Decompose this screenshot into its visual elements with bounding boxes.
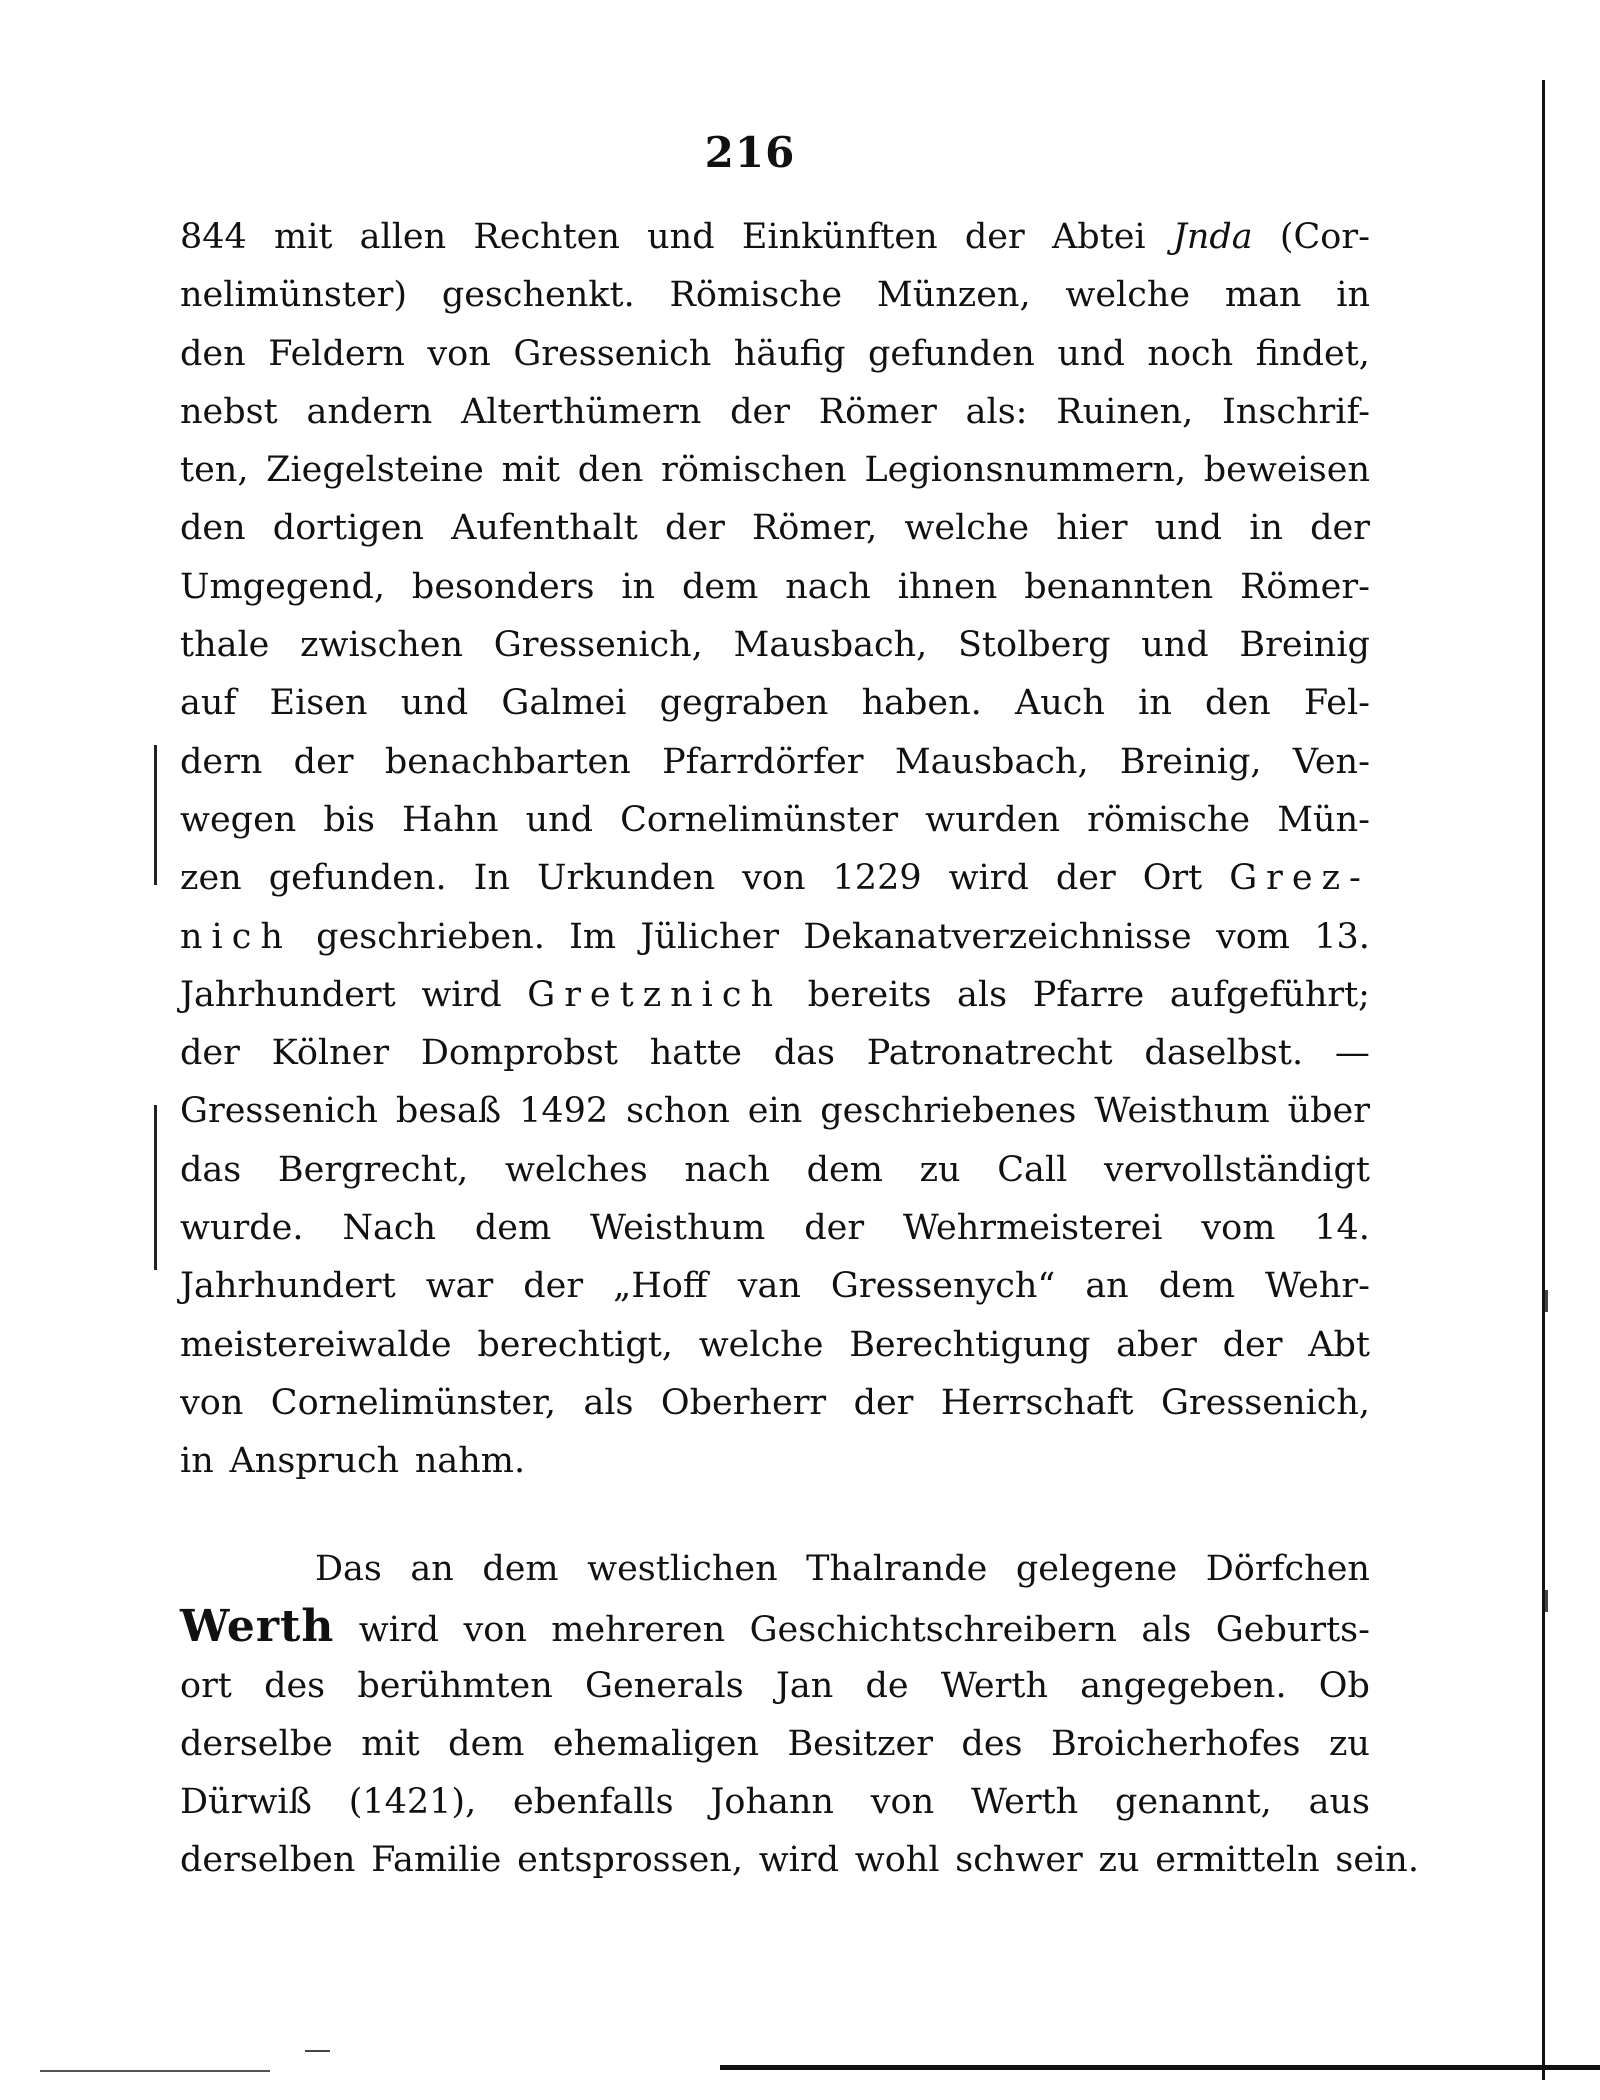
text-line	[180, 966, 1370, 1024]
word: gefunden	[868, 333, 1035, 374]
word: Dörfchen	[1205, 1549, 1370, 1589]
word: Familie	[371, 1840, 502, 1881]
word: Bergrecht,	[277, 1149, 469, 1190]
word: den	[180, 333, 246, 374]
word: in	[1138, 683, 1172, 724]
word: welche	[1065, 275, 1191, 316]
text-line	[180, 1141, 1370, 1199]
word: haben.	[861, 683, 982, 724]
word: ein	[747, 1091, 803, 1132]
word: welche	[698, 1324, 824, 1365]
margin-mark-left-2	[154, 1105, 157, 1270]
word: de	[865, 1665, 909, 1706]
word: Mün-	[1277, 799, 1370, 840]
word: aufgeführt;	[1169, 974, 1370, 1015]
word: Gressenich	[513, 333, 712, 374]
word: als	[1141, 1610, 1192, 1651]
word: bis	[323, 799, 375, 840]
word: war	[425, 1266, 494, 1307]
word: Pfarrdörfer	[662, 741, 864, 782]
word: geschrieben.	[316, 916, 545, 957]
word: Werth	[940, 1665, 1048, 1706]
word: aus	[1308, 1782, 1370, 1823]
word: Römische	[669, 275, 843, 316]
word: derselben	[180, 1840, 356, 1881]
text-line	[180, 1831, 1419, 1889]
word: zu	[1098, 1840, 1140, 1881]
word: Auch	[1014, 683, 1105, 724]
word: besonders	[411, 566, 595, 607]
word: Johann	[710, 1782, 834, 1823]
word: das	[180, 1149, 242, 1190]
word: der	[804, 1208, 865, 1249]
word: Patronatrecht	[866, 1033, 1113, 1074]
word: welche	[904, 508, 1030, 549]
word: Ort	[1142, 858, 1203, 899]
word: als:	[965, 391, 1028, 432]
word: und	[525, 799, 594, 840]
word: der	[1222, 1324, 1283, 1365]
bottom-edge-line	[720, 2065, 1600, 2070]
word: wurde.	[180, 1208, 304, 1249]
word: des	[264, 1665, 326, 1706]
word: zwischen	[300, 625, 464, 666]
text-line	[180, 208, 1370, 266]
word: wegen	[180, 799, 297, 840]
word: des	[961, 1723, 1023, 1764]
word: den	[180, 508, 246, 549]
speck	[305, 2050, 330, 2052]
word: Gressenych“	[830, 1266, 1056, 1307]
word: auf	[180, 683, 237, 724]
word: —	[1334, 1033, 1370, 1074]
word: mit	[361, 1723, 420, 1764]
word: in	[1249, 508, 1283, 549]
text-line	[180, 616, 1370, 674]
text-line	[180, 674, 1370, 732]
word: der	[853, 1382, 914, 1423]
word: dem	[682, 566, 759, 607]
word: genannt,	[1114, 1782, 1272, 1823]
word: Breinig,	[1119, 741, 1262, 782]
word: römischen	[661, 450, 847, 491]
word: dem	[482, 1549, 559, 1589]
word: Weisthum	[590, 1208, 766, 1249]
word: der	[964, 217, 1025, 257]
word: Jülicher	[640, 916, 779, 957]
word: gelegene	[1015, 1549, 1178, 1589]
word: Dürwiß	[180, 1782, 312, 1823]
word: geschenkt.	[441, 275, 635, 316]
word: dem	[448, 1723, 525, 1764]
word: bereits	[807, 974, 932, 1015]
word: westlichen	[587, 1549, 778, 1589]
word: von	[463, 1610, 527, 1651]
word: Umgegend,	[180, 566, 385, 607]
word: daselbst.	[1144, 1033, 1304, 1074]
word: Gressenich	[180, 1091, 378, 1132]
word: ebenfalls	[513, 1782, 674, 1823]
word: und	[1141, 625, 1209, 666]
word: von	[742, 858, 806, 899]
word: Urkunden	[536, 858, 716, 899]
word: Werth	[970, 1782, 1079, 1823]
word: Domprobst	[420, 1033, 618, 1074]
word: In	[473, 858, 510, 899]
word: beweisen	[1203, 450, 1370, 491]
word: welches	[504, 1149, 648, 1190]
word: mit	[501, 450, 561, 491]
word: Eisen	[269, 683, 368, 724]
word: Römer	[818, 391, 937, 432]
word: Gressenich,	[493, 625, 703, 666]
word: gefunden.	[268, 858, 447, 899]
right-edge-line	[1542, 80, 1545, 2080]
word: häufig	[733, 333, 846, 374]
word: mit	[274, 217, 333, 257]
text-line	[180, 1773, 1370, 1831]
text-line	[180, 499, 1370, 557]
word: von	[180, 1382, 244, 1423]
bottom-left-line	[40, 2070, 270, 2072]
word: und	[647, 217, 715, 257]
paragraph-1	[180, 208, 1370, 1491]
text-line	[180, 1199, 1370, 1257]
word: wurden	[925, 799, 1061, 840]
word: von	[427, 333, 491, 374]
word: Thalrande	[806, 1549, 988, 1589]
word: Ruinen,	[1056, 391, 1194, 432]
word: Ven-	[1292, 741, 1370, 782]
word: Jahrhundert	[180, 1266, 396, 1307]
word: Stolberg	[957, 625, 1111, 666]
word: und	[1154, 508, 1223, 549]
text-line	[180, 325, 1370, 383]
word: thale	[180, 625, 270, 666]
text-line	[180, 1598, 1370, 1656]
word: Dekanatverzeichnisse	[803, 916, 1192, 957]
word: als	[583, 1382, 634, 1423]
word: Münzen,	[876, 275, 1031, 316]
word: vervollständigt	[1104, 1149, 1370, 1190]
word: Hahn	[402, 799, 499, 840]
word: wird	[948, 858, 1029, 899]
word: nelimünster)	[180, 275, 408, 316]
word: den	[577, 450, 644, 491]
word: Oberherr	[660, 1382, 827, 1423]
word: Geschichtschreibern	[749, 1610, 1117, 1651]
word: Mausbach,	[733, 625, 928, 666]
word: Einkünften	[741, 217, 938, 257]
word: van	[737, 1266, 801, 1307]
word: der	[293, 741, 354, 782]
word: schon	[626, 1091, 730, 1132]
word: nach	[684, 1149, 770, 1190]
word: „Hoff	[613, 1266, 708, 1307]
word: und	[400, 683, 469, 724]
word: Galmei	[501, 683, 627, 724]
text-line	[180, 441, 1370, 499]
word: Ob	[1318, 1665, 1370, 1706]
text-line	[180, 1540, 1370, 1598]
word: Fel-	[1303, 683, 1370, 724]
word: benachbarten	[384, 741, 631, 782]
word: berühmten	[357, 1665, 553, 1706]
word: 1229	[832, 858, 922, 899]
word: Berechtigung	[849, 1324, 1091, 1365]
word: an	[410, 1549, 454, 1589]
word: meistereiwalde	[180, 1324, 452, 1365]
word: ermitteln	[1155, 1840, 1320, 1881]
word: Römer-	[1240, 566, 1370, 607]
word: Abtei	[1051, 217, 1146, 257]
word: nach	[785, 566, 871, 607]
word: der	[730, 391, 791, 432]
word: allen	[359, 217, 447, 257]
word: Mausbach,	[894, 741, 1089, 782]
word: dem	[474, 1208, 552, 1249]
word: wohl	[854, 1840, 940, 1881]
word: derselbe	[180, 1723, 333, 1764]
text-line	[180, 733, 1370, 791]
word: Jan	[775, 1665, 834, 1706]
word: Legionsnummern,	[864, 450, 1187, 491]
word: römische	[1087, 799, 1251, 840]
text-line	[180, 1715, 1370, 1773]
word: Wehr-	[1265, 1266, 1370, 1307]
word: andern	[306, 391, 433, 432]
text-line	[180, 849, 1370, 907]
text-line	[180, 1657, 1370, 1715]
word: noch	[1147, 333, 1234, 374]
word: hier	[1056, 508, 1128, 549]
word: Aufenthalt	[451, 508, 638, 549]
text-line	[180, 1432, 1370, 1490]
text-line	[180, 1082, 1370, 1140]
word: ehemaligen	[552, 1723, 759, 1764]
word: Anspruch	[229, 1441, 400, 1482]
text-line	[180, 266, 1370, 324]
word: Kölner	[271, 1033, 390, 1074]
word: benannten	[1024, 566, 1214, 607]
word: schwer	[955, 1840, 1083, 1881]
word: Besitzer	[787, 1723, 933, 1764]
page-number: 216	[704, 128, 796, 177]
word: Geburts-	[1215, 1610, 1370, 1651]
word: Im	[569, 916, 617, 957]
word: vom	[1201, 1208, 1276, 1249]
word: in	[180, 1441, 214, 1482]
word: angegeben.	[1080, 1665, 1287, 1706]
word: Ziegelsteine	[266, 450, 484, 491]
word: (Cor-	[1279, 217, 1370, 257]
word: dern	[180, 741, 263, 782]
word: Wehrmeisterei	[902, 1208, 1163, 1249]
speck	[1545, 1590, 1548, 1612]
word: in	[621, 566, 656, 607]
word: Abt	[1308, 1324, 1370, 1365]
word: 14.	[1314, 1208, 1370, 1249]
word: in	[1336, 275, 1370, 316]
word: Call	[997, 1149, 1068, 1190]
text-line	[180, 791, 1370, 849]
word: Cornelimünster	[620, 799, 899, 840]
word: der	[1310, 508, 1370, 549]
text-line	[180, 1316, 1370, 1374]
paragraph-2	[180, 1540, 1419, 1890]
word: der	[1055, 858, 1116, 899]
word: 844	[180, 217, 247, 257]
text-line	[180, 558, 1370, 616]
text-line	[180, 1024, 1370, 1082]
word: ten,	[180, 450, 249, 491]
word: Herrschaft	[940, 1382, 1134, 1423]
word: der	[664, 508, 725, 549]
text-line	[180, 908, 1370, 966]
word: hatte	[649, 1033, 742, 1074]
word: sein.	[1335, 1840, 1419, 1881]
margin-mark-left-1	[154, 745, 157, 885]
word: dem	[1158, 1266, 1236, 1307]
word: berechtigt,	[477, 1324, 673, 1365]
speck	[1545, 1290, 1548, 1312]
text-line	[180, 1257, 1370, 1315]
word: entsprossen,	[517, 1840, 743, 1881]
word: gegraben	[659, 683, 829, 724]
word: zu	[1328, 1723, 1370, 1764]
word: nich	[180, 916, 292, 957]
word: wird	[421, 974, 502, 1015]
word: Das	[315, 1549, 382, 1589]
word: das	[773, 1033, 835, 1074]
word: Werth	[180, 1601, 335, 1653]
word: Gressenich,	[1160, 1382, 1370, 1423]
word: an	[1085, 1266, 1129, 1307]
word: mehreren	[551, 1610, 726, 1651]
word: Feldern	[268, 333, 405, 374]
word: 13.	[1314, 916, 1370, 957]
word: und	[1057, 333, 1125, 374]
word: als	[957, 974, 1008, 1015]
word: (1421),	[348, 1782, 477, 1823]
word: nahm.	[414, 1441, 526, 1482]
text-line	[180, 383, 1370, 441]
word: ihnen	[897, 566, 998, 607]
word: Gretznich	[527, 974, 783, 1015]
word: Nach	[342, 1208, 436, 1249]
word: aber	[1116, 1324, 1197, 1365]
word: wird	[758, 1840, 839, 1881]
word: zu	[919, 1149, 961, 1190]
word: zen	[180, 858, 242, 899]
word: den	[1205, 683, 1271, 724]
word: Rechten	[473, 217, 620, 257]
word: Pfarre	[1032, 974, 1145, 1015]
word: der	[523, 1266, 584, 1307]
word: Jnda	[1172, 217, 1253, 257]
word: ort	[180, 1665, 232, 1706]
word: nebst	[180, 391, 278, 432]
word: der	[180, 1033, 240, 1074]
text-line	[180, 1374, 1370, 1432]
word: Alterthümern	[461, 391, 702, 432]
word: Weisthum	[1094, 1091, 1270, 1132]
word: man	[1224, 275, 1302, 316]
word: dem	[806, 1149, 883, 1190]
word: Grez-	[1229, 858, 1370, 899]
word: Cornelimünster,	[270, 1382, 557, 1423]
word: über	[1287, 1091, 1370, 1132]
word: Generals	[584, 1665, 744, 1706]
word: wird	[358, 1610, 440, 1651]
word: von	[870, 1782, 935, 1823]
word: Jahrhundert	[180, 974, 396, 1015]
word: findet,	[1255, 333, 1370, 374]
word: Broicherhofes	[1050, 1723, 1301, 1764]
word: Römer,	[751, 508, 878, 549]
word: dortigen	[272, 508, 424, 549]
word: geschriebenes	[820, 1091, 1077, 1132]
word: Breinig	[1239, 625, 1370, 666]
word: Inschrif-	[1222, 391, 1370, 432]
word: besaß	[395, 1091, 502, 1132]
word: 1492	[519, 1091, 609, 1132]
word: vom	[1215, 916, 1290, 957]
